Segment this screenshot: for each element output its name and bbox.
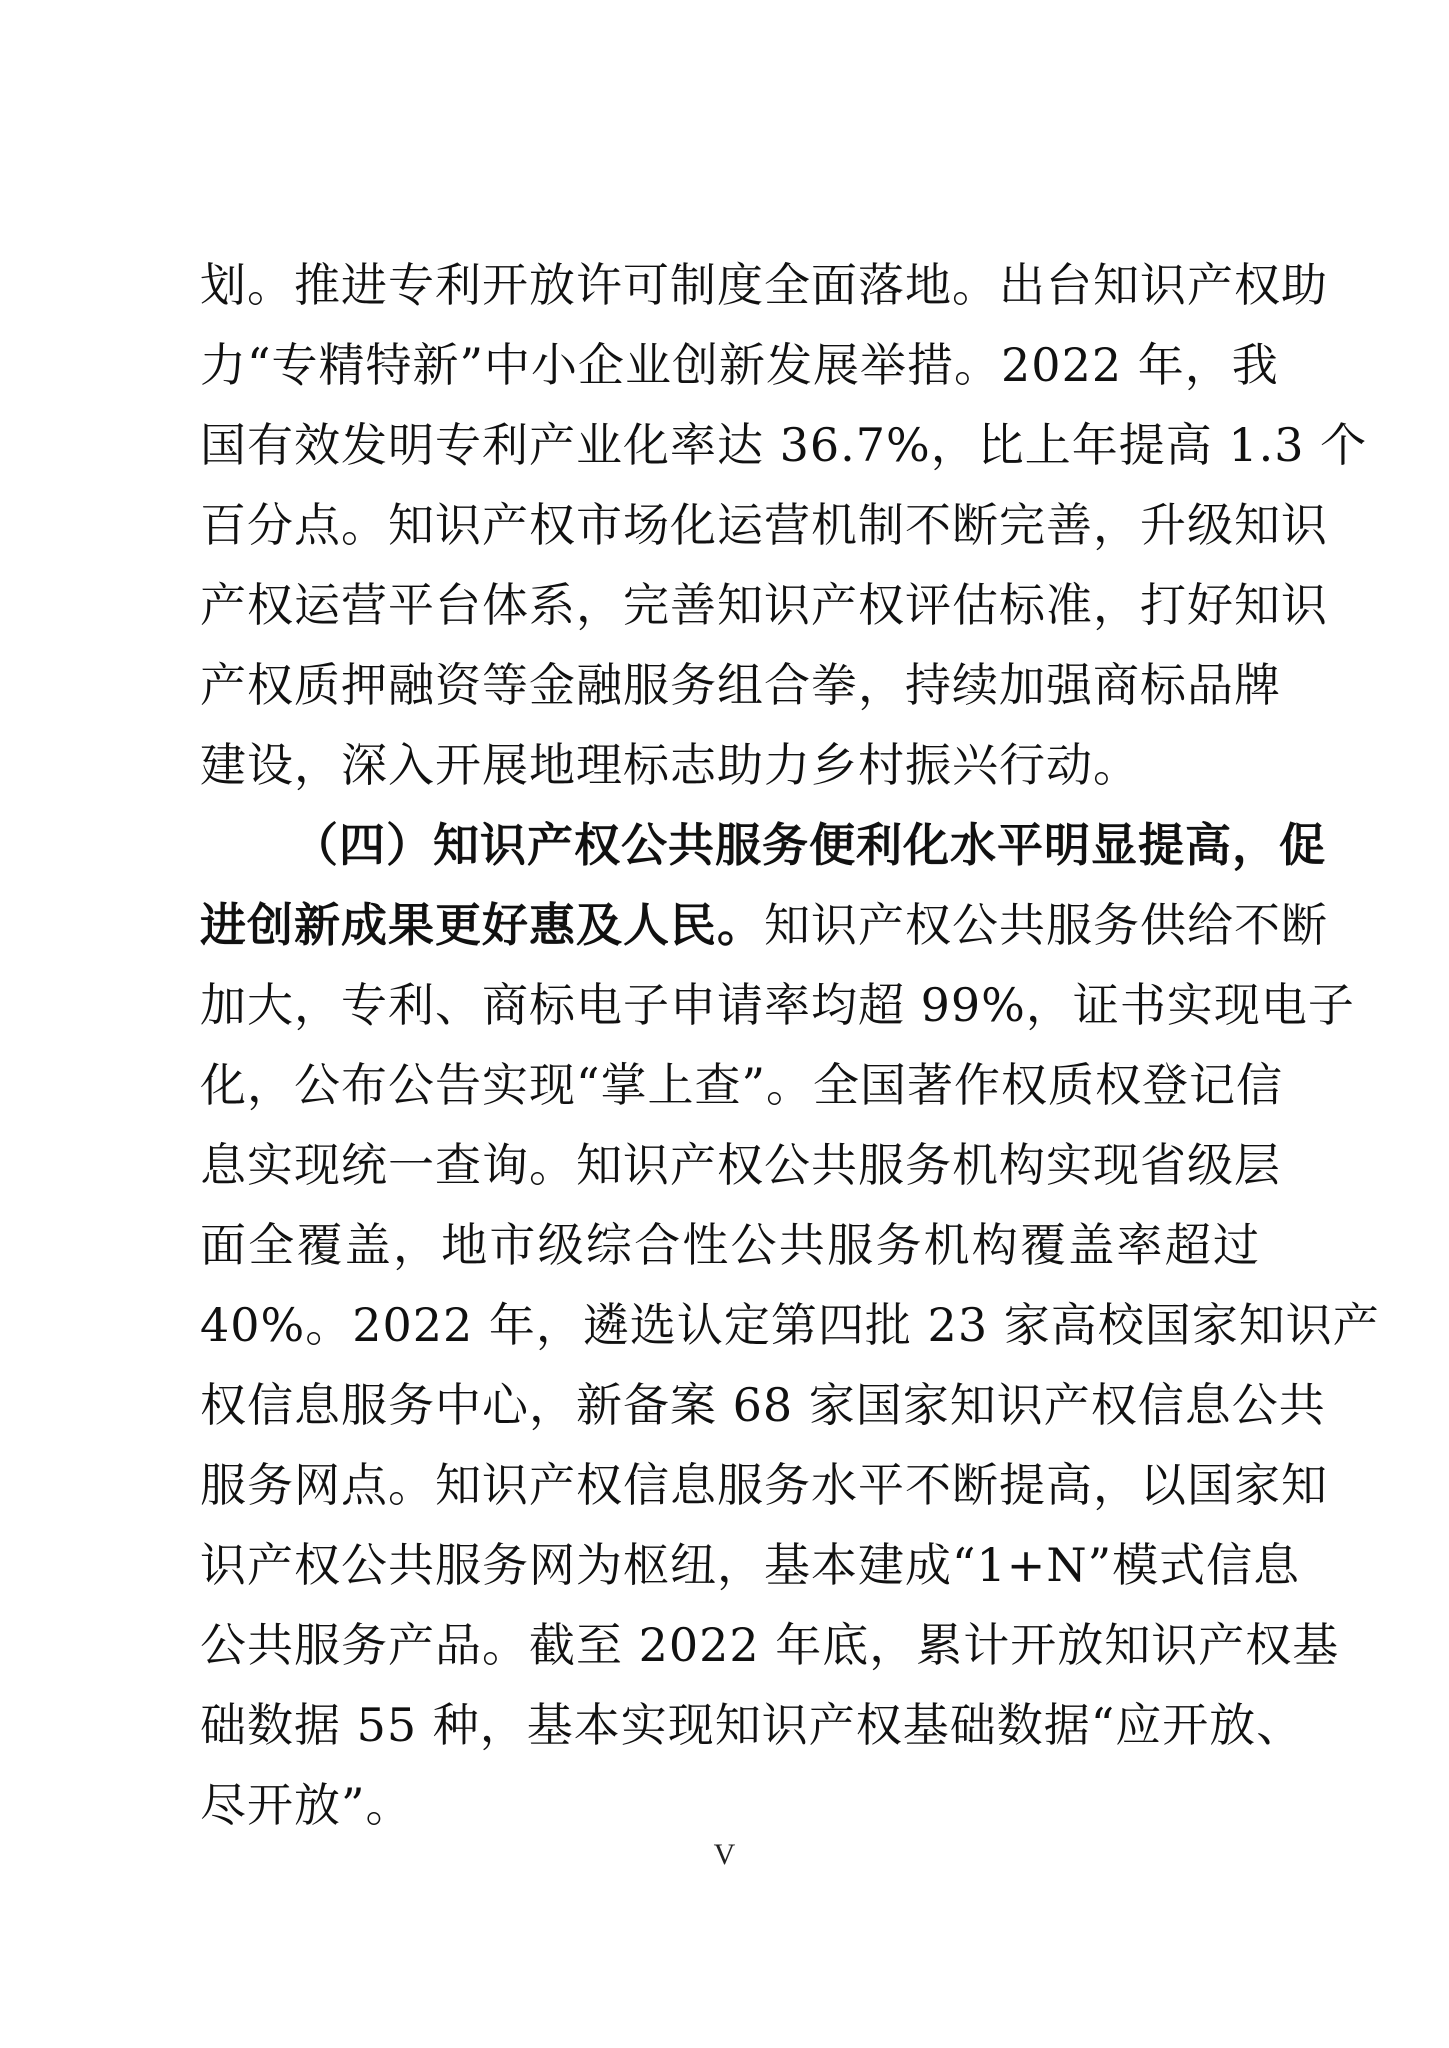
text-line bbox=[200, 565, 1328, 645]
section-heading-text: 进创新成果更好惠及人民。 bbox=[200, 898, 764, 952]
text-line bbox=[200, 1125, 1281, 1205]
line-text: 尽开放”。 bbox=[200, 1778, 413, 1832]
line-text: 化，公布公告实现“掌上查”。全国著作权质权登记信 bbox=[200, 1058, 1284, 1112]
line-text: 面全覆盖，地市级综合性公共服务机构覆盖率超过 bbox=[200, 1218, 1260, 1272]
section-heading-line bbox=[200, 805, 1326, 885]
text-line bbox=[200, 1365, 1326, 1445]
line-text: 40%。2022 年，遴选认定第四批 23 家高校国家知识产 bbox=[200, 1298, 1380, 1352]
text-line bbox=[200, 1525, 1301, 1605]
text-line bbox=[200, 1445, 1328, 1525]
page-number: V bbox=[713, 1838, 736, 1871]
text-line bbox=[200, 1765, 1260, 1845]
line-text: 识产权公共服务网为枢纽，基本建成“1+N”模式信息 bbox=[200, 1538, 1301, 1592]
line-text: 建设，深入开展地理标志助力乡村振兴行动。 bbox=[200, 738, 1140, 792]
text-line bbox=[200, 725, 1260, 805]
line-text: 础数据 55 种，基本实现知识产权基础数据“应开放、 bbox=[200, 1698, 1304, 1752]
text-line bbox=[200, 1685, 1304, 1765]
text-line bbox=[200, 405, 1368, 485]
line-text: 公共服务产品。截至 2022 年底，累计开放知识产权基 bbox=[200, 1618, 1340, 1672]
body-text bbox=[200, 245, 1380, 1845]
line-text: 息实现统一查询。知识产权公共服务机构实现省级层 bbox=[200, 1138, 1281, 1192]
line-text: 产权质押融资等金融服务组合拳，持续加强商标品牌 bbox=[200, 658, 1281, 712]
text-line bbox=[200, 645, 1281, 725]
text-line bbox=[200, 1285, 1380, 1365]
line-text: 加大，专利、商标电子申请率均超 99%，证书实现电子 bbox=[200, 978, 1355, 1032]
text-line bbox=[200, 1605, 1340, 1685]
text-line bbox=[200, 885, 1328, 965]
line-text: 百分点。知识产权市场化运营机制不断完善，升级知识 bbox=[200, 498, 1328, 552]
section-heading-text: （四）知识产权公共服务便利化水平明显提高，促 bbox=[292, 818, 1326, 872]
text-line bbox=[200, 245, 1328, 325]
text-line bbox=[200, 1045, 1284, 1125]
line-text: 力“专精特新”中小企业创新发展举措。2022 年，我 bbox=[200, 338, 1279, 392]
text-line bbox=[200, 1205, 1260, 1285]
line-text: 国有效发明专利产业化率达 36.7%，比上年提高 1.3 个 bbox=[200, 418, 1368, 472]
text-line bbox=[200, 325, 1279, 405]
text-line bbox=[200, 965, 1355, 1045]
line-text: 产权运营平台体系，完善知识产权评估标准，打好知识 bbox=[200, 578, 1328, 632]
line-text: 服务网点。知识产权信息服务水平不断提高，以国家知 bbox=[200, 1458, 1328, 1512]
line-text: 权信息服务中心，新备案 68 家国家知识产权信息公共 bbox=[200, 1378, 1326, 1432]
text-line bbox=[200, 485, 1328, 565]
line-text: 划。推进专利开放许可制度全面落地。出台知识产权助 bbox=[200, 258, 1328, 312]
line-text: 知识产权公共服务供给不断 bbox=[764, 898, 1328, 952]
